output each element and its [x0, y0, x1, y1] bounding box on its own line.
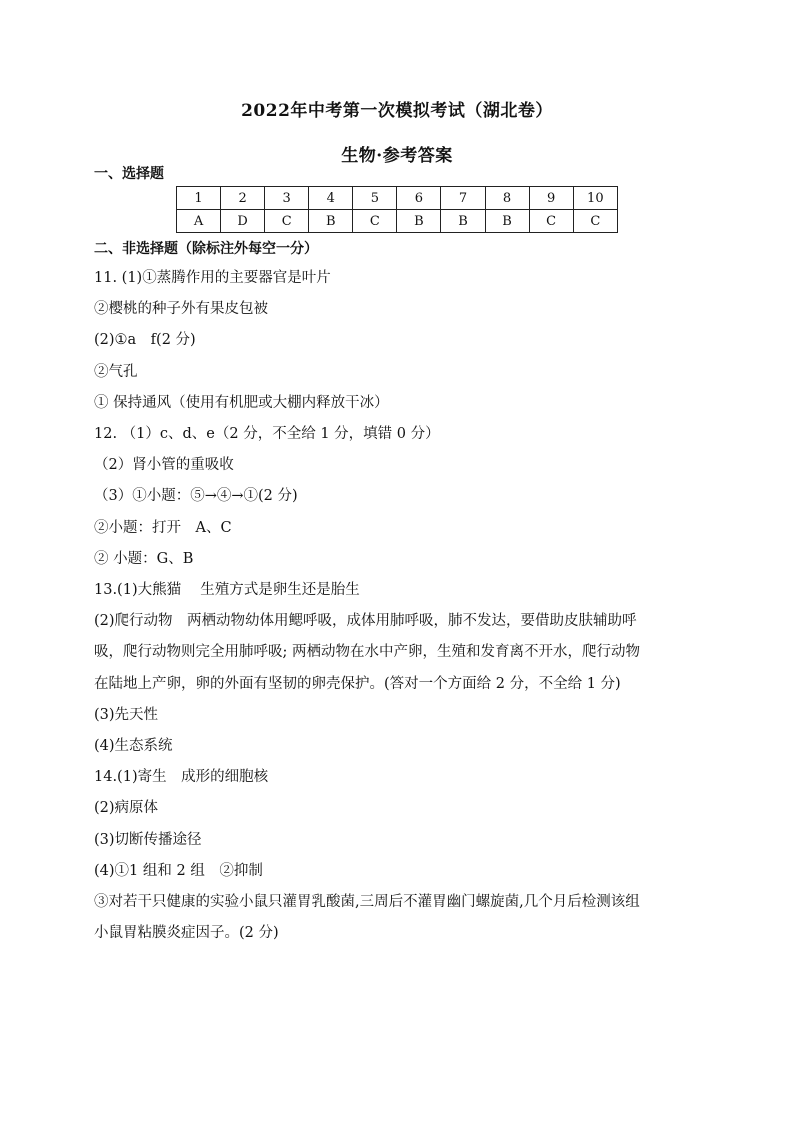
answer-line: （2）肾小管的重吸收: [94, 457, 234, 474]
answer-line: 吸，爬行动物则完全用肺呼吸; 两栖动物在水中产卵，生殖和发育离不开水，爬行动物: [94, 644, 640, 661]
question-number-cell: 8: [485, 187, 529, 210]
answer-cell: A: [177, 210, 221, 233]
answer-line: 12. （1）c、d、e（2 分，不全给 1 分，填错 0 分）: [94, 426, 440, 443]
answer-cell: C: [529, 210, 573, 233]
document-subtitle: 生物·参考答案: [341, 146, 453, 166]
answer-line: 11. (1)①蒸腾作用的主要器官是叶片: [94, 270, 331, 286]
answer-line: （3）①小题：⑤→④→①(2 分): [94, 488, 298, 505]
answer-line: 14.(1)寄生 成形的细胞核: [94, 769, 269, 786]
section-multiple-choice-heading: 一、选择题: [94, 166, 164, 182]
question-number-cell: 5: [353, 187, 397, 210]
question-number-cell: 6: [397, 187, 441, 210]
answer-table: [176, 186, 618, 233]
answer-cell: B: [397, 210, 441, 233]
answer-table-number-row: [177, 187, 618, 210]
answer-cell: C: [353, 210, 397, 233]
answer-line: ② 小题：G、B: [94, 550, 194, 567]
section-non-choice-heading: 二、非选择题（除标注外每空一分）: [94, 241, 318, 257]
question-number-cell: 2: [221, 187, 265, 210]
answer-line: (3)先天性: [94, 706, 159, 723]
answer-line: 13.(1)大熊猫 生殖方式是卵生还是胎生: [94, 582, 360, 599]
answer-line: (3)切断传播途径: [94, 831, 202, 848]
answer-line: ②气孔: [94, 363, 138, 380]
answer-line: (4)①1 组和 2 组 ②抑制: [94, 862, 263, 879]
answer-lines: [94, 263, 704, 949]
answer-line: (4)生态系统: [94, 738, 173, 755]
document-title: 2022年中考第一次模拟考试（湖北卷）: [241, 101, 553, 121]
question-number-cell: 7: [441, 187, 485, 210]
answer-line: (2)病原体: [94, 800, 159, 817]
answer-cell: C: [573, 210, 617, 233]
answer-cell: B: [309, 210, 353, 233]
answer-line: (2)①a f(2 分): [94, 332, 196, 349]
answer-cell: D: [221, 210, 265, 233]
answer-cell: C: [265, 210, 309, 233]
question-number-cell: 9: [529, 187, 573, 210]
answer-line: ③对若干只健康的实验小鼠只灌胃乳酸菌,三周后不灌胃幽门螺旋菌,几个月后检测该组: [94, 894, 640, 911]
question-number-cell: 10: [573, 187, 617, 210]
answer-line: ① 保持通风（使用有机肥或大棚内释放干冰）: [94, 394, 389, 411]
answer-cell: B: [441, 210, 485, 233]
question-number-cell: 3: [265, 187, 309, 210]
answer-table-answer-row: [177, 210, 618, 233]
answer-line: ②小题：打开 A、C: [94, 519, 232, 536]
answer-cell: B: [485, 210, 529, 233]
question-number-cell: 4: [309, 187, 353, 210]
question-number-cell: 1: [177, 187, 221, 210]
answer-line: (2)爬行动物 两栖动物幼体用鳃呼吸，成体用肺呼吸，肺不发达，要借助皮肤辅助呼: [94, 613, 637, 630]
answer-line: 小鼠胃粘膜炎症因子。(2 分): [94, 925, 279, 942]
answer-line: ②樱桃的种子外有果皮包被: [94, 301, 268, 318]
answer-line: 在陆地上产卵，卵的外面有坚韧的卵壳保护。(答对一个方面给 2 分，不全给 1 分): [94, 675, 621, 692]
